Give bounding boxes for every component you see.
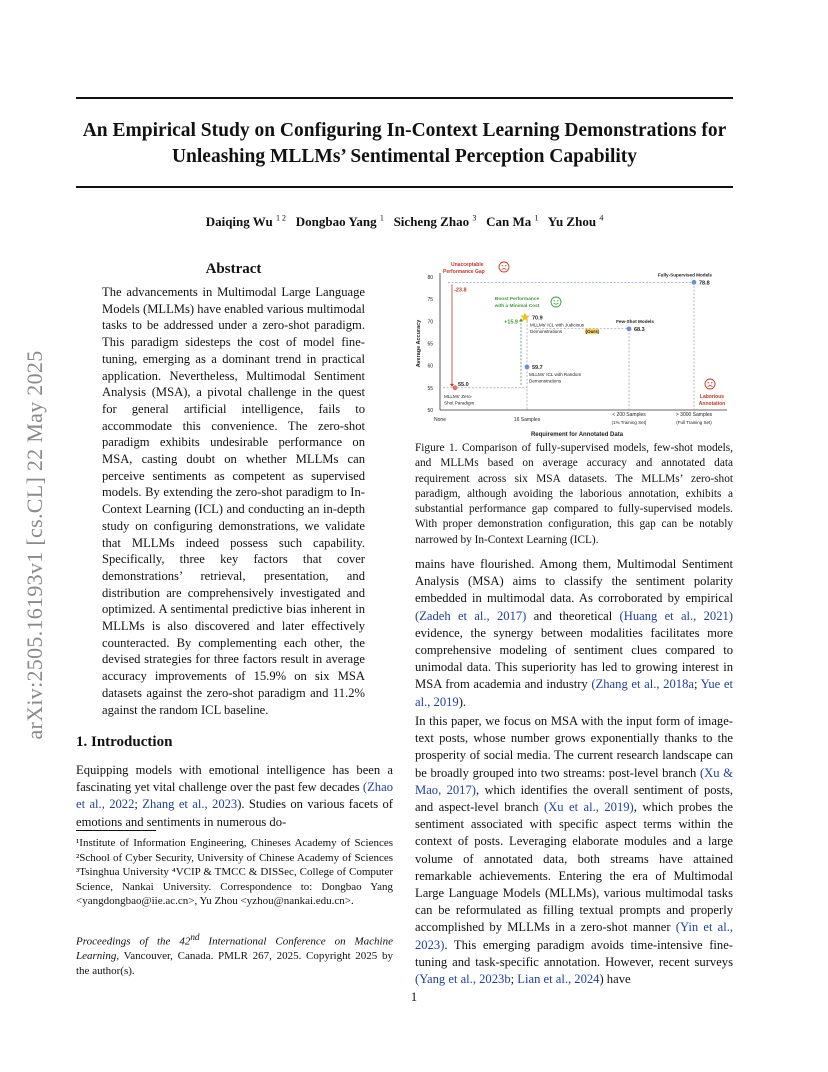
proceedings-number: 42 xyxy=(179,935,191,948)
annotation-text: Performance Gap xyxy=(443,269,485,275)
annotation-text: with a Minimal Cost xyxy=(494,304,540,309)
annotation-text: Boost Performance xyxy=(494,297,540,302)
author-affiliation: 1 xyxy=(534,214,539,223)
data-label: 68.3 xyxy=(634,326,645,333)
sad-face-icon xyxy=(705,379,715,389)
data-label: 55.0 xyxy=(458,381,469,388)
proceedings-ordinal: nd xyxy=(190,932,200,942)
footnote-rule xyxy=(76,830,156,831)
citation-link[interactable]: (Zhao et al., 2022 xyxy=(76,780,393,812)
annotation-text: Laborious xyxy=(699,394,725,400)
author xyxy=(548,214,604,229)
data-point-zero-shot xyxy=(453,385,458,390)
y-tick-label: 80 xyxy=(427,275,433,281)
citation-link[interactable]: Yue et al., 2019 xyxy=(415,677,734,709)
title-top-rule xyxy=(76,97,733,99)
sad-face-icon-mouth xyxy=(502,269,507,270)
body-text: , which probes the sentiment associated with specific aspect terms within the context of posts. Leveraging elaborate modules and a large volume of annotated data, both streams have attained remarkable achievements. Entering the era of Multimodal Large Language Models (MLLMs), various multimodal tasks can be reformulated as filling textual prompts and properly accomplished by MLLMs in a zero-shot manner xyxy=(415,800,734,935)
body-text: ) have xyxy=(599,972,631,987)
sad-face-icon xyxy=(499,262,509,272)
series-name: MLLMs' ICL with Random xyxy=(529,371,582,377)
proceedings-details: , Vancouver, Canada. PMLR 267, 2025. Copyright 2025 by the author(s). xyxy=(76,950,393,977)
series-name-highlight: (Ours) xyxy=(585,328,600,334)
author-name: Yu Zhou xyxy=(547,214,597,230)
citation-link[interactable]: (Zhang et al., 2018a xyxy=(591,677,694,692)
author-name: Can Ma xyxy=(486,214,532,230)
series-name: Demonstrations xyxy=(530,328,563,334)
x-tick-label: > 3000 Samples xyxy=(675,412,713,418)
section-heading-introduction: 1. Introduction xyxy=(76,734,173,750)
intro-paragraph xyxy=(76,762,393,831)
arxiv-sidebar xyxy=(10,300,60,790)
data-point-fully-supervised xyxy=(692,280,697,285)
series-name: Demonstrations xyxy=(529,378,562,384)
body-text: ). Studies on various facets of emotions and sentiments in numerous do- xyxy=(76,797,393,829)
body-text: In this paper, we focus on MSA with the input form of image-text posts, whose number grows exponentially thanks to the prosperity of social media. The current research landscape can be broadly grouped into two streams: post-level branch xyxy=(415,714,733,780)
sad-face-icon-mouth xyxy=(708,386,713,387)
author xyxy=(296,214,384,229)
figure-1-caption xyxy=(415,441,733,548)
author-affiliation: 1 2 xyxy=(276,214,287,223)
series-name: Few-Shot Models xyxy=(616,318,654,324)
gap-value-label: -23.8 xyxy=(454,287,467,294)
series-name: MLLMs' ICL with Judicious xyxy=(530,322,585,328)
body-text: ; xyxy=(134,797,143,812)
y-tick-label: 55 xyxy=(427,385,433,392)
page-number: 1 xyxy=(410,990,418,1004)
annotation-text: Unacceptable xyxy=(451,262,484,268)
affiliation-footnote: ¹Institute of Information Engineering, Chineses Academy of Sciences ²School of Cyber Security, University of Chinese Academy of Sciences ³Tsinghua University ⁴VCIP & TMCC & DISSec, College of Computer Science, Nankai University. Correspondence to: Dongbao Yang <yangdongbao@iie.ac.cn>, Yu Zhou <yzhou@nankai.edu.cn>. xyxy=(76,837,393,908)
x-tick-label: (Full Training Set) xyxy=(676,420,712,425)
paper-title xyxy=(76,118,733,170)
caption-text: Comparison of fully-supervised models, few-shot models, and MLLMs based on average accuracy and annotated data requirement across six MSA datasets. The MLLMs’ zero-shot paradigm, although avoiding the laborious annotation, exhibits a substantial performance gap compared to fully-supervised models. With proper demonstration configuration, this gap can be notably narrowed by In-Context Learning (ICL). xyxy=(415,442,733,546)
proceedings-venue: International Conference on Machine Learning xyxy=(76,935,393,963)
author-list xyxy=(76,214,733,230)
data-label: 59.7 xyxy=(532,364,543,371)
happy-face-icon-eye xyxy=(554,300,555,301)
sad-face-icon-eye xyxy=(708,382,709,383)
author-name: Sicheng Zhao xyxy=(393,214,470,230)
citation-link[interactable]: (Yang et al., 2023b xyxy=(415,972,511,987)
gain-value-label: +15.9 xyxy=(504,319,518,326)
citation-link[interactable]: (Huang et al., 2021) xyxy=(619,608,733,623)
author-affiliation: 3 xyxy=(472,214,477,223)
y-tick-label: 60 xyxy=(427,363,433,370)
annotation-text: Annotation xyxy=(698,401,726,407)
x-axis-label: Requirement for Annotated Data xyxy=(530,432,624,438)
y-tick-label: 65 xyxy=(427,341,433,348)
citation-link[interactable]: (Xu & Mao, 2017) xyxy=(415,765,733,797)
citation-link[interactable]: Lian et al., 2024 xyxy=(517,972,600,987)
happy-face-icon xyxy=(551,297,561,307)
author xyxy=(394,214,477,229)
body-text: ; xyxy=(510,972,518,987)
sad-face-icon-eye xyxy=(505,265,506,266)
data-point-few-shot xyxy=(627,326,632,331)
series-name: Fully-Supervised Models xyxy=(657,272,712,278)
body-text: . This emerging paradigm avoids time-intensive fine-tuning and task-specific annotation. However, recent surveys xyxy=(415,937,733,969)
proceedings-note xyxy=(76,930,393,978)
body-text: ; xyxy=(693,677,701,692)
citation-link[interactable]: (Zadeh et al., 2017) xyxy=(415,608,527,623)
data-label: 70.9 xyxy=(532,315,543,322)
author xyxy=(206,214,286,229)
x-tick-label: 16 Samples xyxy=(513,417,541,423)
sad-face-icon-eye xyxy=(502,265,503,266)
body-text: mains have flourished. Among them, Multimodal Sentiment Analysis (MSA) aims to classify the sentiment polarity embedded in multimodal data. As corroborated by empirical xyxy=(415,557,733,606)
title-line-1: An Empirical Study on Configuring In-Context Learning Demonstrations for xyxy=(82,120,727,141)
right-paragraph-2 xyxy=(415,713,733,988)
body-text: Equipping models with emotional intelligence has been a fascinating yet vital challenge over the past few decades xyxy=(76,763,393,795)
author-affiliation: 1 xyxy=(379,214,384,223)
figure-1-chart xyxy=(405,255,735,443)
data-point-random-icl xyxy=(525,365,530,370)
author-name: Daiqing Wu xyxy=(205,214,273,230)
y-tick-label: 70 xyxy=(427,319,433,326)
title-bottom-rule xyxy=(76,186,733,188)
happy-face-icon-eye xyxy=(557,300,558,301)
body-text: evidence, the synergy between modalities facilitates more comprehensive modeling of sentiment clues compared to unimodal data. This superiority has led to growing interest in MSA from academia and industry xyxy=(415,625,733,692)
series-name: MLLMs' Zero- xyxy=(444,393,473,399)
arxiv-identifier: arXiv:2505.16193v1 [cs.CL] 22 May 2025 xyxy=(22,350,47,740)
happy-face-icon-mouth xyxy=(554,303,559,304)
author xyxy=(486,214,538,229)
series-name: Shot Paradigm xyxy=(444,400,475,406)
author-name: Dongbao Yang xyxy=(295,214,377,230)
x-tick-label: None xyxy=(434,417,446,423)
body-text: ). xyxy=(458,694,467,709)
body-text: , which identifies the overall sentiment of posts, and aspect-level branch xyxy=(415,782,734,815)
abstract-text: The advancements in Multimodal Large Language Models (MLLMs) have enabled various multimodal tasks to be addressed under a zero-shot paradigm. This paradigm sidesteps the cost of model fine-tuning, emerging as a dominant trend in practical application. Nevertheless, Multimodal Sentiment Analysis (MSA), a pivotal challenge in the quest for general artificial intelligence, fails to accommodate this convenience. The zero-shot paradigm exhibits undesirable performance on MSA, casting doubt on whether MLLMs can perceive sentiments as competent as supervised models. By extending the zero-shot paradigm to In-Context Learning (ICL) and conducting an in-depth study on configuring demonstrations, we validate that MLLMs indeed possess such capability. Specifically, three key factors that cover demonstrations’ retrieval, presentation, and distribution are comprehensively investigated and optimized. A sentimental predictive bias inherent in MLLMs is also discovered and later effectively counteracted. By complementing each other, the devised strategies for three factors result in average accuracy improvements of 15.9% on six MSA datasets against the zero-shot paradigm and 11.2% against the random ICL baseline. xyxy=(102,285,365,717)
data-label: 78.8 xyxy=(699,280,710,287)
proceedings-text: Proceedings of the xyxy=(76,935,180,948)
body-text: and theoretical xyxy=(526,608,620,623)
right-paragraph-1 xyxy=(415,556,733,711)
citation-link[interactable]: Zhang et al., 2023 xyxy=(142,797,238,812)
x-tick-label: < 200 Samples xyxy=(612,412,646,418)
sad-face-icon-eye xyxy=(711,382,712,383)
author-affiliation: 4 xyxy=(599,214,604,223)
y-tick-label: 75 xyxy=(427,297,433,304)
citation-link[interactable]: (Xu et al., 2019) xyxy=(543,800,634,815)
caption-label: Figure 1. xyxy=(415,442,458,454)
abstract-heading: Abstract xyxy=(205,261,262,277)
x-tick-label: (1% Training Set) xyxy=(611,420,647,425)
citation-link[interactable]: (Yin et al., 2023) xyxy=(415,920,734,952)
y-axis-label: Average Accuracy xyxy=(416,319,422,368)
y-tick-label: 50 xyxy=(427,408,433,414)
title-line-2: Unleashing MLLMs’ Sentimental Perception Capability xyxy=(171,146,638,167)
